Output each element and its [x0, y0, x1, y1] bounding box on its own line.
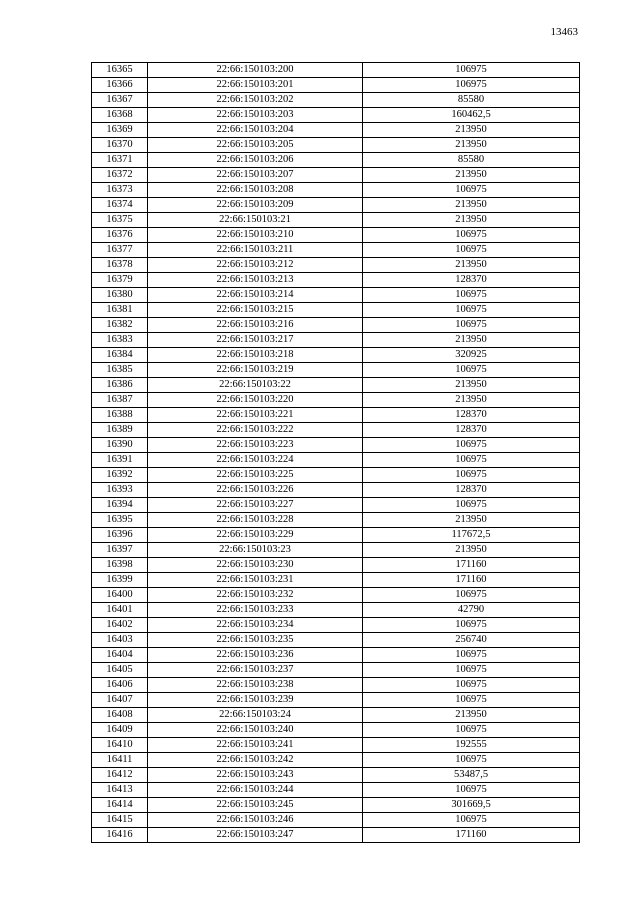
table-row: [92, 468, 580, 483]
row-number-cell: 16379: [92, 273, 148, 288]
value-cell: 85580: [363, 153, 580, 168]
row-number-cell: 16387: [92, 393, 148, 408]
row-number-cell: 16399: [92, 573, 148, 588]
row-number-cell: 16394: [92, 498, 148, 513]
row-number-cell: 16384: [92, 348, 148, 363]
row-number-cell: 16403: [92, 633, 148, 648]
table-row: [92, 378, 580, 393]
table-row: [92, 543, 580, 558]
table-row: [92, 453, 580, 468]
table-row: [92, 753, 580, 768]
table-row: [92, 93, 580, 108]
value-cell: 53487,5: [363, 768, 580, 783]
table-row: [92, 558, 580, 573]
cadastral-number-cell: 22:66:150103:230: [148, 558, 363, 573]
row-number-cell: 16416: [92, 828, 148, 843]
cadastral-number-cell: 22:66:150103:214: [148, 288, 363, 303]
row-number-cell: 16378: [92, 258, 148, 273]
cadastral-number-cell: 22:66:150103:227: [148, 498, 363, 513]
cadastral-number-cell: 22:66:150103:233: [148, 603, 363, 618]
table-row: [92, 768, 580, 783]
value-cell: 106975: [363, 243, 580, 258]
table-row: [92, 423, 580, 438]
value-cell: 213950: [363, 123, 580, 138]
row-number-cell: 16415: [92, 813, 148, 828]
row-number-cell: 16396: [92, 528, 148, 543]
table-row: [92, 198, 580, 213]
cadastral-number-cell: 22:66:150103:223: [148, 438, 363, 453]
cadastral-number-cell: 22:66:150103:242: [148, 753, 363, 768]
row-number-cell: 16404: [92, 648, 148, 663]
table-row: [92, 213, 580, 228]
cadastral-number-cell: 22:66:150103:213: [148, 273, 363, 288]
table-row: [92, 273, 580, 288]
value-cell: 213950: [363, 258, 580, 273]
value-cell: 106975: [363, 588, 580, 603]
row-number-cell: 16412: [92, 768, 148, 783]
cadastral-number-cell: 22:66:150103:226: [148, 483, 363, 498]
value-cell: 128370: [363, 483, 580, 498]
row-number-cell: 16409: [92, 723, 148, 738]
cadastral-number-cell: 22:66:150103:207: [148, 168, 363, 183]
cadastral-number-cell: 22:66:150103:232: [148, 588, 363, 603]
row-number-cell: 16402: [92, 618, 148, 633]
cadastral-number-cell: 22:66:150103:22: [148, 378, 363, 393]
table-row: [92, 318, 580, 333]
value-cell: 106975: [363, 363, 580, 378]
table-row: [92, 438, 580, 453]
row-number-cell: 16382: [92, 318, 148, 333]
table-row: [92, 528, 580, 543]
cadastral-number-cell: 22:66:150103:210: [148, 228, 363, 243]
table-row: [92, 648, 580, 663]
cadastral-number-cell: 22:66:150103:218: [148, 348, 363, 363]
table-row: [92, 78, 580, 93]
table-row: [92, 483, 580, 498]
cadastral-number-cell: 22:66:150103:246: [148, 813, 363, 828]
value-cell: 106975: [363, 753, 580, 768]
table-row: [92, 363, 580, 378]
cadastral-number-cell: 22:66:150103:205: [148, 138, 363, 153]
row-number-cell: 16367: [92, 93, 148, 108]
cadastral-number-cell: 22:66:150103:220: [148, 393, 363, 408]
table-body: [92, 63, 580, 843]
value-cell: 42790: [363, 603, 580, 618]
value-cell: 117672,5: [363, 528, 580, 543]
row-number-cell: 16377: [92, 243, 148, 258]
cadastral-number-cell: 22:66:150103:228: [148, 513, 363, 528]
table-row: [92, 738, 580, 753]
value-cell: 106975: [363, 783, 580, 798]
row-number-cell: 16376: [92, 228, 148, 243]
table-row: [92, 108, 580, 123]
row-number-cell: 16372: [92, 168, 148, 183]
cadastral-number-cell: 22:66:150103:239: [148, 693, 363, 708]
cadastral-number-cell: 22:66:150103:225: [148, 468, 363, 483]
value-cell: 128370: [363, 423, 580, 438]
table-row: [92, 498, 580, 513]
cadastral-number-cell: 22:66:150103:247: [148, 828, 363, 843]
table-row: [92, 678, 580, 693]
page-number: 13463: [550, 26, 578, 38]
cadastral-number-cell: 22:66:150103:243: [148, 768, 363, 783]
table-row: [92, 618, 580, 633]
cadastral-number-cell: 22:66:150103:222: [148, 423, 363, 438]
value-cell: 106975: [363, 318, 580, 333]
row-number-cell: 16390: [92, 438, 148, 453]
table-row: [92, 603, 580, 618]
row-number-cell: 16391: [92, 453, 148, 468]
cadastral-number-cell: 22:66:150103:235: [148, 633, 363, 648]
value-cell: 106975: [363, 228, 580, 243]
row-number-cell: 16392: [92, 468, 148, 483]
value-cell: 106975: [363, 78, 580, 93]
cadastral-number-cell: 22:66:150103:208: [148, 183, 363, 198]
cadastral-number-cell: 22:66:150103:204: [148, 123, 363, 138]
value-cell: 106975: [363, 723, 580, 738]
value-cell: 213950: [363, 393, 580, 408]
value-cell: 192555: [363, 738, 580, 753]
value-cell: 213950: [363, 378, 580, 393]
row-number-cell: 16393: [92, 483, 148, 498]
table-row: [92, 813, 580, 828]
row-number-cell: 16411: [92, 753, 148, 768]
cadastral-number-cell: 22:66:150103:21: [148, 213, 363, 228]
table-row: [92, 303, 580, 318]
cadastral-number-cell: 22:66:150103:237: [148, 663, 363, 678]
row-number-cell: 16383: [92, 333, 148, 348]
row-number-cell: 16410: [92, 738, 148, 753]
value-cell: 106975: [363, 453, 580, 468]
row-number-cell: 16386: [92, 378, 148, 393]
value-cell: 106975: [363, 288, 580, 303]
value-cell: 256740: [363, 633, 580, 648]
table-row: [92, 828, 580, 843]
value-cell: 106975: [363, 303, 580, 318]
cadastral-number-cell: 22:66:150103:215: [148, 303, 363, 318]
row-number-cell: 16401: [92, 603, 148, 618]
row-number-cell: 16369: [92, 123, 148, 138]
cadastral-number-cell: 22:66:150103:219: [148, 363, 363, 378]
value-cell: 128370: [363, 408, 580, 423]
row-number-cell: 16397: [92, 543, 148, 558]
table-row: [92, 588, 580, 603]
value-cell: 106975: [363, 498, 580, 513]
cadastral-number-cell: 22:66:150103:234: [148, 618, 363, 633]
value-cell: 213950: [363, 708, 580, 723]
table-row: [92, 228, 580, 243]
table-row: [92, 123, 580, 138]
row-number-cell: 16380: [92, 288, 148, 303]
table-row: [92, 168, 580, 183]
table-row: [92, 783, 580, 798]
value-cell: 106975: [363, 693, 580, 708]
row-number-cell: 16388: [92, 408, 148, 423]
row-number-cell: 16366: [92, 78, 148, 93]
cadastral-number-cell: 22:66:150103:201: [148, 78, 363, 93]
table-row: [92, 798, 580, 813]
row-number-cell: 16400: [92, 588, 148, 603]
cadastral-number-cell: 22:66:150103:229: [148, 528, 363, 543]
row-number-cell: 16395: [92, 513, 148, 528]
row-number-cell: 16365: [92, 63, 148, 78]
value-cell: 106975: [363, 468, 580, 483]
cadastral-number-cell: 22:66:150103:209: [148, 198, 363, 213]
value-cell: 106975: [363, 63, 580, 78]
cadastral-number-cell: 22:66:150103:241: [148, 738, 363, 753]
cadastral-number-cell: 22:66:150103:211: [148, 243, 363, 258]
table-row: [92, 663, 580, 678]
row-number-cell: 16374: [92, 198, 148, 213]
table-row: [92, 573, 580, 588]
value-cell: 106975: [363, 813, 580, 828]
table-row: [92, 633, 580, 648]
row-number-cell: 16405: [92, 663, 148, 678]
row-number-cell: 16413: [92, 783, 148, 798]
value-cell: 213950: [363, 333, 580, 348]
table-row: [92, 723, 580, 738]
row-number-cell: 16381: [92, 303, 148, 318]
cadastral-number-cell: 22:66:150103:202: [148, 93, 363, 108]
cadastral-number-cell: 22:66:150103:236: [148, 648, 363, 663]
table-row: [92, 183, 580, 198]
value-cell: 106975: [363, 663, 580, 678]
value-cell: 171160: [363, 573, 580, 588]
value-cell: 106975: [363, 678, 580, 693]
value-cell: 128370: [363, 273, 580, 288]
cadastral-number-cell: 22:66:150103:216: [148, 318, 363, 333]
cadastral-number-cell: 22:66:150103:240: [148, 723, 363, 738]
value-cell: 106975: [363, 618, 580, 633]
value-cell: 213950: [363, 198, 580, 213]
table-row: [92, 333, 580, 348]
table-row: [92, 258, 580, 273]
table-row: [92, 153, 580, 168]
row-number-cell: 16368: [92, 108, 148, 123]
row-number-cell: 16408: [92, 708, 148, 723]
cadastral-number-cell: 22:66:150103:224: [148, 453, 363, 468]
value-cell: 213950: [363, 543, 580, 558]
cadastral-number-cell: 22:66:150103:212: [148, 258, 363, 273]
value-cell: 213950: [363, 213, 580, 228]
row-number-cell: 16370: [92, 138, 148, 153]
row-number-cell: 16375: [92, 213, 148, 228]
cadastral-number-cell: 22:66:150103:244: [148, 783, 363, 798]
row-number-cell: 16373: [92, 183, 148, 198]
value-cell: 213950: [363, 138, 580, 153]
table-row: [92, 348, 580, 363]
row-number-cell: 16371: [92, 153, 148, 168]
row-number-cell: 16414: [92, 798, 148, 813]
table-row: [92, 693, 580, 708]
table-row: [92, 708, 580, 723]
value-cell: 171160: [363, 558, 580, 573]
cadastral-number-cell: 22:66:150103:200: [148, 63, 363, 78]
cadastral-number-cell: 22:66:150103:238: [148, 678, 363, 693]
value-cell: 320925: [363, 348, 580, 363]
cadastral-number-cell: 22:66:150103:221: [148, 408, 363, 423]
table-row: [92, 63, 580, 78]
value-cell: 213950: [363, 168, 580, 183]
value-cell: 171160: [363, 828, 580, 843]
row-number-cell: 16406: [92, 678, 148, 693]
value-cell: 106975: [363, 648, 580, 663]
cadastral-number-cell: 22:66:150103:245: [148, 798, 363, 813]
cadastral-value-table: [91, 62, 580, 843]
value-cell: 213950: [363, 513, 580, 528]
table-row: [92, 288, 580, 303]
value-cell: 106975: [363, 183, 580, 198]
table-row: [92, 243, 580, 258]
value-cell: 301669,5: [363, 798, 580, 813]
value-cell: 85580: [363, 93, 580, 108]
value-cell: 160462,5: [363, 108, 580, 123]
table-row: [92, 408, 580, 423]
row-number-cell: 16398: [92, 558, 148, 573]
table-row: [92, 138, 580, 153]
table-row: [92, 393, 580, 408]
cadastral-number-cell: 22:66:150103:231: [148, 573, 363, 588]
row-number-cell: 16407: [92, 693, 148, 708]
cadastral-number-cell: 22:66:150103:206: [148, 153, 363, 168]
row-number-cell: 16389: [92, 423, 148, 438]
value-cell: 106975: [363, 438, 580, 453]
table-row: [92, 513, 580, 528]
cadastral-number-cell: 22:66:150103:24: [148, 708, 363, 723]
cadastral-number-cell: 22:66:150103:23: [148, 543, 363, 558]
row-number-cell: 16385: [92, 363, 148, 378]
cadastral-number-cell: 22:66:150103:203: [148, 108, 363, 123]
cadastral-number-cell: 22:66:150103:217: [148, 333, 363, 348]
